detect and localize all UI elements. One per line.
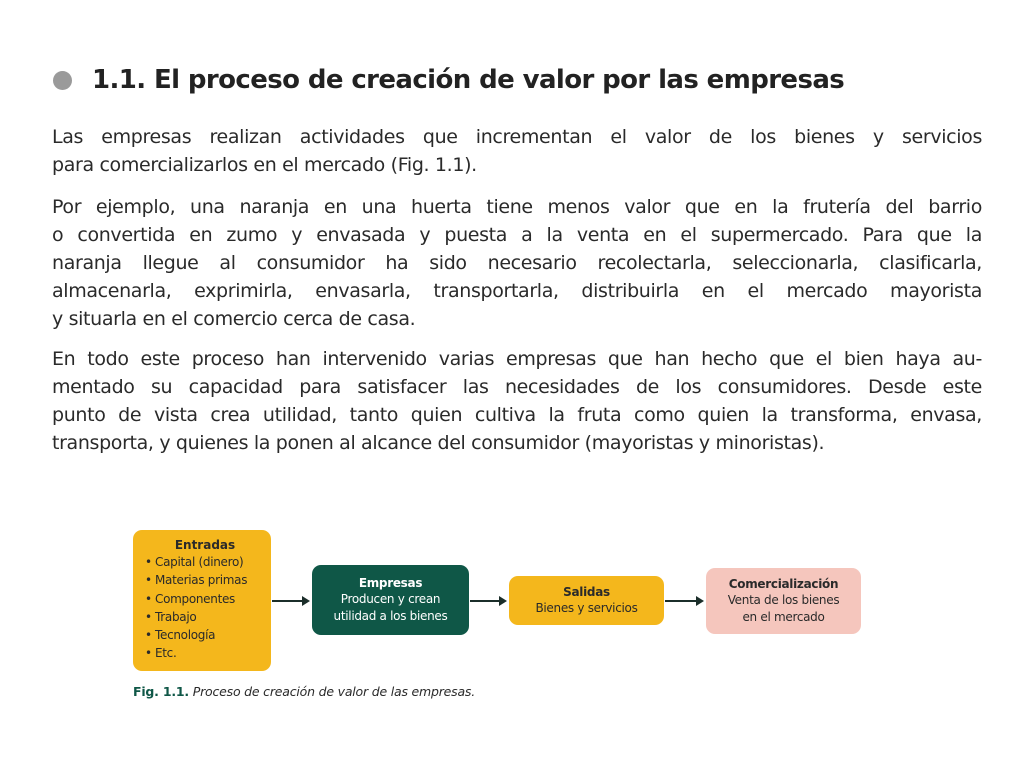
arrow-right-icon [470, 600, 505, 602]
salidas-line: Bienes y servicios [535, 601, 638, 615]
arrow-right-icon [665, 600, 702, 602]
empresas-line: Producen y crean [340, 592, 441, 606]
paragraph-2 [52, 193, 982, 333]
entradas-title: Entradas [174, 538, 236, 552]
paragraph-line: Las empresas realizan actividades que incrementan el valor de los bienes y servicios [52, 126, 982, 148]
entradas-item: • Capital (dinero) [145, 553, 265, 571]
paragraph-line: o convertida en zumo y envasada y puesta a la venta en el supermercado. Para que la [52, 224, 982, 246]
comercializacion-line: Venta de los bienes [727, 593, 840, 607]
entradas-list [145, 553, 265, 663]
arrow-right-icon [272, 600, 308, 602]
entradas-box [133, 530, 271, 671]
section-heading [53, 60, 993, 100]
paragraph-line: En todo este proceso han intervenido varias empresas que han hecho que el bien haya au- [52, 348, 982, 370]
paragraph-3 [52, 345, 982, 457]
comercializacion-title: Comercialización [728, 577, 839, 591]
caption-label: Fig. 1.1. [133, 684, 189, 699]
paragraph-line: mentado su capacidad para satisfacer las necesidades de los consumidores. Desde este [52, 376, 982, 398]
paragraph-line: Por ejemplo, una naranja en una huerta tiene menos valor que en la frutería del barrio [52, 196, 982, 218]
figure-caption [133, 684, 475, 699]
comercializacion-line: en el mercado [742, 610, 825, 624]
entradas-item: • Componentes [145, 590, 265, 608]
entradas-item: • Etc. [145, 644, 265, 662]
caption-text: Proceso de creación de valor de las empresas. [192, 684, 476, 699]
salidas-title: Salidas [563, 585, 610, 599]
paragraph-line: y situarla en el comercio cerca de casa. [52, 308, 416, 330]
heading-bullet-icon [53, 71, 72, 90]
empresas-line: utilidad a los bienes [333, 609, 448, 623]
entradas-item: • Tecnología [145, 626, 265, 644]
paragraph-line: punto de vista crea utilidad, tanto quien cultiva la fruta como quien la transforma, envasa, [52, 404, 982, 426]
salidas-box [509, 576, 664, 625]
paragraph-1 [52, 123, 982, 179]
comercializacion-box [706, 568, 861, 634]
paragraph-line: transporta, y quienes la ponen al alcance del consumidor (mayoristas y minoristas). [52, 432, 825, 454]
paragraph-line: almacenarla, exprimirla, envasarla, transportarla, distribuirla en el mercado mayorista [52, 280, 982, 302]
empresas-box [312, 565, 469, 635]
entradas-item: • Materias primas [145, 571, 265, 589]
entradas-item: • Trabajo [145, 608, 265, 626]
paragraph-line: naranja llegue al consumidor ha sido necesario recolectarla, seleccionarla, clasificarla, [52, 252, 982, 274]
empresas-title: Empresas [358, 576, 423, 590]
paragraph-line: para comercializarlos en el mercado (Fig. 1.1). [52, 154, 477, 176]
heading-title: 1.1. El proceso de creación de valor por las empresas [92, 65, 845, 95]
